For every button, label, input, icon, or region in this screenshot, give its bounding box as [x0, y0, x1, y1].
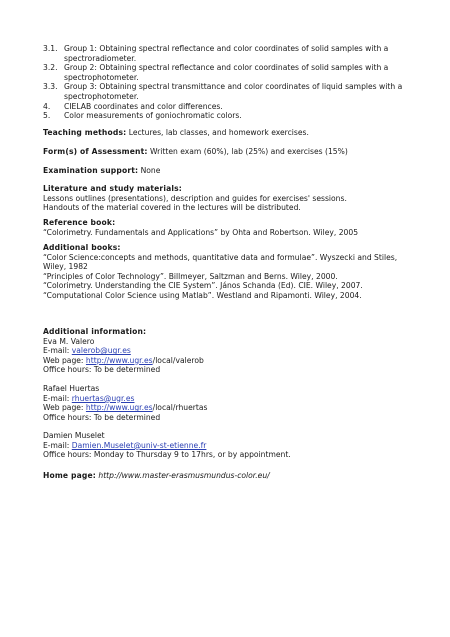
- list-number: 3.2.: [43, 63, 58, 73]
- additional-books-heading: Additional books:: [43, 243, 121, 252]
- literature-line: Lessons outlines (presentations), description and guides for exercises' sessions.: [43, 193, 347, 203]
- literature-heading: Literature and study materials:: [43, 184, 182, 193]
- list-text: Group 3: Obtaining spectral transmittance and color coordinates of liquid samples with a spectrophotometer.: [64, 82, 403, 101]
- list-item: [43, 44, 413, 63]
- home-page-label: Home page:: [43, 471, 96, 480]
- list-text: Color measurements of goniochromatic colors.: [64, 111, 242, 121]
- book-item: “Computational Color Science using Matlab”. Westland and Ripamonti. Wiley, 2004.: [43, 290, 362, 300]
- contact-office-hours: Office hours: Monday to Thursday 9 to 17hrs, or by appointment.: [43, 450, 291, 460]
- contact-email: E-mail: Damien.Muselet@univ-st-etienne.fr: [43, 440, 207, 450]
- examination-support: [43, 166, 413, 176]
- assessment-text: Written exam (60%), lab (25%) and exercises (15%): [147, 147, 348, 156]
- support-label: Examination support:: [43, 166, 139, 175]
- book-item: “Principles of Color Technology”. Billmeyer, Saltzman and Berns. Wiley, 2000.: [43, 271, 338, 281]
- contact-web: Web page: http://www.ugr.es/local/rhuertas: [43, 403, 208, 413]
- email-link[interactable]: rhuertas@ugr.es: [71, 393, 135, 403]
- lab-groups-list: [43, 44, 413, 121]
- literature-line: Handouts of the material covered in the lectures will be distributed.: [43, 203, 301, 213]
- list-item: [43, 111, 413, 121]
- reference-section: [43, 218, 413, 237]
- home-page: [43, 471, 413, 481]
- teaching-methods: [43, 128, 413, 138]
- contact-section: [43, 327, 413, 375]
- assessment-label: Form(s) of Assessment:: [43, 147, 148, 156]
- additional-books-section: [43, 243, 413, 301]
- contact-web: Web page: http://www.ugr.es/local/valerob: [43, 355, 204, 365]
- list-item: [43, 82, 413, 101]
- contact-email: E-mail: rhuertas@ugr.es: [43, 393, 135, 403]
- list-number: 3.3.: [43, 82, 58, 92]
- contact-office-hours: Office hours: To be determined: [43, 365, 161, 375]
- reference-text: “Colorimetry. Fundamentals and Applications” by Ohta and Robertson. Wiley, 2005: [43, 227, 359, 237]
- teaching-label: Teaching methods:: [43, 128, 127, 137]
- email-link[interactable]: valerob@ugr.es: [71, 346, 131, 356]
- assessment: [43, 147, 413, 157]
- literature-section: [43, 184, 413, 213]
- contact-name: Eva M. Valero: [43, 336, 95, 346]
- web-link[interactable]: http://www.ugr.es: [85, 403, 153, 413]
- list-number: 5.: [43, 111, 51, 121]
- list-item: [43, 63, 413, 82]
- support-text: None: [138, 166, 161, 175]
- list-number: 4.: [43, 101, 51, 111]
- home-page-url[interactable]: http://www.master-erasmusmundus-color.eu/: [95, 471, 270, 480]
- list-item: [43, 102, 413, 112]
- contact-huertas: [43, 384, 413, 422]
- list-number: 3.1.: [43, 44, 58, 53]
- list-text: Group 1: Obtaining spectral reflectance and color coordinates of solid samples with a spectroradiometer.: [64, 44, 389, 63]
- contact-email: E-mail: valerob@ugr.es: [43, 346, 131, 356]
- book-item: “Colorimetry. Understanding the CIE System”. János Schanda (Ed). CIE. Wiley, 2007.: [43, 281, 363, 291]
- list-text: Group 2: Obtaining spectral reflectance and color coordinates of solid samples with a spectrophotometer.: [64, 63, 389, 82]
- list-text: CIELAB coordinates and color differences.: [64, 101, 223, 111]
- email-link[interactable]: Damien.Muselet@univ-st-etienne.fr: [71, 440, 207, 450]
- teaching-text: Lectures, lab classes, and homework exercises.: [126, 128, 309, 137]
- reference-heading: Reference book:: [43, 218, 116, 227]
- additional-info-heading: Additional information:: [43, 327, 147, 336]
- web-link[interactable]: http://www.ugr.es: [85, 355, 153, 365]
- book-item: “Color Science:concepts and methods, quantitative data and formulae”. Wyszecki and Stiles, Wiley, 1982: [43, 252, 398, 272]
- contact-office-hours: Office hours: To be determined: [43, 412, 161, 422]
- contact-name: Damien Muselet: [43, 431, 105, 440]
- contact-name: Rafael Huertas: [43, 384, 100, 393]
- contact-muselet: [43, 431, 413, 460]
